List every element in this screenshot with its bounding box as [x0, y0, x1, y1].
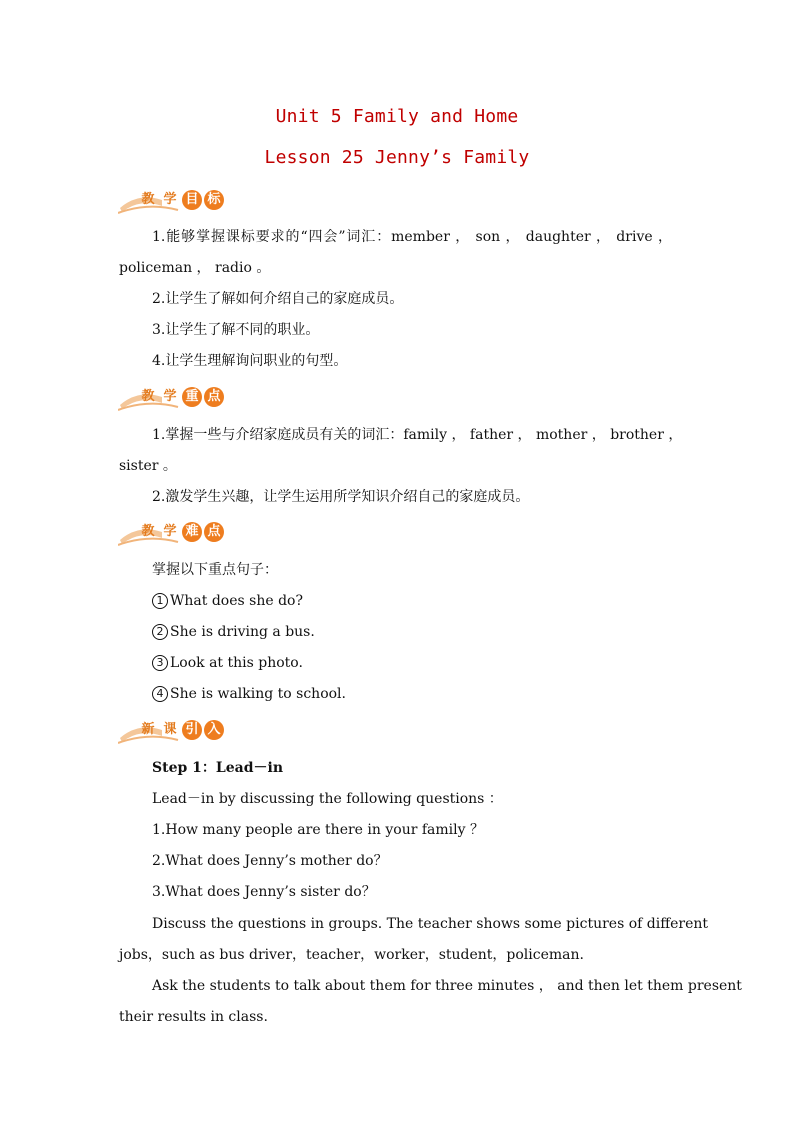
objective-4: 4.让学生理解询问职业的句型。 — [152, 353, 348, 369]
badge-char: 目 — [182, 190, 202, 210]
badge-char: 难 — [182, 522, 202, 542]
key-sentence-text: Look at this photo. — [170, 655, 303, 671]
key-sentence-3 — [152, 653, 303, 673]
lead-in-line: Lead－in by discussing the following questions ： — [152, 791, 503, 807]
key-sentence-text: She is driving a bus. — [170, 624, 315, 640]
circled-number: 3 — [152, 655, 168, 671]
section-badge-key-points — [118, 383, 228, 413]
key-sentence-4 — [152, 684, 346, 704]
badge-char: 点 — [204, 387, 224, 407]
section-badge-objectives — [118, 186, 228, 216]
ask-line-b: their results in class. — [119, 1009, 268, 1025]
question-3: 3.What does Jenny’s sister do？ — [152, 884, 376, 900]
question-1: 1.How many people are there in your family ？ — [152, 822, 484, 838]
section-badge-introduction — [118, 716, 228, 746]
key-sentence-2 — [152, 622, 315, 642]
question-2: 2.What does Jenny’s mother do？ — [152, 853, 388, 869]
badge-char: 课 — [163, 722, 177, 737]
badge-char: 标 — [204, 190, 224, 210]
badge-char: 入 — [204, 720, 224, 740]
circled-number: 2 — [152, 624, 168, 640]
key-sentence-text: What does she do? — [170, 593, 303, 609]
ask-line-a: Ask the students to talk about them for three minutes ， and then let them present — [152, 978, 742, 994]
section-badge-difficulties — [118, 518, 228, 548]
circled-number: 4 — [152, 686, 168, 702]
objective-1-line-a: 1.能够掌握课标要求的“四会”词汇：member ， son ， daughter ， drive ， — [152, 229, 672, 245]
badge-char: 教 — [141, 524, 155, 539]
lesson-title: Lesson 25 Jenny’s Family — [264, 147, 530, 168]
unit-title: Unit 5 Family and Home — [275, 106, 519, 127]
key-point-1-line-b: sister 。 — [119, 458, 177, 474]
badge-char: 引 — [182, 720, 202, 740]
badge-char: 教 — [141, 192, 155, 207]
circled-number: 1 — [152, 593, 168, 609]
badge-char: 学 — [163, 192, 177, 207]
discuss-line-b: jobs，such as bus driver，teacher，worker，student，policeman. — [119, 947, 584, 963]
key-point-2: 2.激发学生兴趣，让学生运用所学知识介绍自己的家庭成员。 — [152, 489, 530, 505]
key-sentence-text: She is walking to school. — [170, 686, 346, 702]
objective-1-line-b: policeman ， radio 。 — [119, 260, 271, 276]
badge-char: 点 — [204, 522, 224, 542]
badge-char: 学 — [163, 389, 177, 404]
badge-char: 新 — [141, 722, 155, 737]
difficulties-intro: 掌握以下重点句子： — [152, 562, 278, 578]
objective-2: 2.让学生了解如何介绍自己的家庭成员。 — [152, 291, 404, 307]
badge-char: 学 — [163, 524, 177, 539]
objective-3: 3.让学生了解不同的职业。 — [152, 322, 320, 338]
badge-char: 教 — [141, 389, 155, 404]
key-point-1-line-a: 1.掌握一些与介绍家庭成员有关的词汇：family ， father ， mother ， brother ， — [152, 427, 683, 443]
discuss-line-a: Discuss the questions in groups. The teacher shows some pictures of different — [152, 916, 709, 932]
step-heading: Step 1：Lead－in — [152, 760, 283, 776]
badge-char: 重 — [182, 387, 202, 407]
key-sentence-1 — [152, 591, 303, 611]
